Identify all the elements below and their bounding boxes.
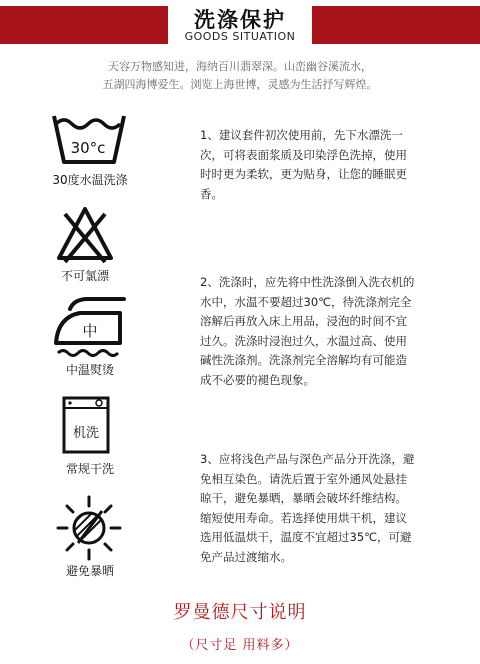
instruction-1-line-3: 时时更为柔软，更为贴身，让您的睡眠更 [200, 167, 407, 181]
wash-label: 30度水温洗涤 [52, 173, 128, 187]
instruction-3-line-6: 免产品过渡缩水。 [200, 549, 292, 564]
no-bleach-label: 不可氯漂 [60, 269, 109, 283]
instruction-1-line-1: 1、建议套件初次使用前，先下水漂洗一 [200, 128, 403, 142]
instruction-3-line-4: 缩短使用寿命。若选择使用烘干机，建议 [200, 510, 407, 525]
instruction-3-line-5: 选用低温烘干，温度不宜超过35℃，可避 [200, 530, 412, 544]
size-guide-title: 罗曼德尺寸说明 [173, 602, 307, 623]
instruction-2-line-1: 2、洗涤时，应先将中性洗涤倒入洗衣机的 [200, 275, 415, 289]
machine-label: 常规干洗 [65, 462, 114, 476]
instruction-2-line-3: 溶解后再放入床上用品，浸泡的时间不宜 [200, 314, 407, 328]
instruction-2-line-6: 成不必要的褪色现象。 [200, 372, 315, 387]
instruction-1-line-4: 香。 [200, 186, 223, 201]
size-guide-subtitle: （尺寸足 用料多） [181, 638, 299, 653]
iron-label: 中温熨烫 [65, 363, 114, 377]
header-bar-right [312, 6, 480, 44]
no-bleach-icon [55, 206, 115, 264]
intro-line-1: 天容万物感知进，海纳百川翡翠深。山峦幽谷溪流水， [108, 60, 372, 73]
iron-icon [50, 295, 130, 359]
instruction-3-line-1: 3、应将浅色产品与深色产品分开洗涤，避 [200, 452, 415, 466]
page-title: 洗涤保护 [194, 8, 286, 32]
instruction-2-line-4: 过久。洗涤时浸泡过久，水温过高、使用 [200, 333, 407, 348]
instruction-3-line-2: 免相互染色。请洗后置于室外通风处悬挂 [200, 471, 407, 486]
instruction-3 [200, 450, 426, 567]
instruction-3-line-3: 晾干，避免暴晒，暴晒会破坏纤维结构。 [200, 491, 407, 505]
sun-icon [56, 495, 122, 561]
iron-temp-text: 中 [82, 322, 98, 340]
instruction-1 [200, 126, 426, 204]
machine-wash-text: 机洗 [72, 426, 100, 441]
page-subtitle: GOODS SITUATION [184, 30, 296, 43]
instruction-2 [200, 273, 426, 390]
instruction-2-line-2: 水中，水温不要超过30℃，待洗涤剂完全 [200, 294, 412, 309]
instruction-2-line-5: 碱性洗涤剂。洗涤剂完全溶解均有可能造 [200, 353, 407, 367]
header-bar-left [0, 6, 168, 44]
wash-tub-icon [50, 110, 130, 170]
washing-machine-icon [62, 396, 110, 454]
intro-line-2: 五湖四海博爱生。浏览上海世博，灵感为生活抒写辉煌。 [102, 78, 378, 91]
wash-temp-text: 30°c [70, 139, 106, 157]
instruction-1-line-2: 次，可将表面浆质及印染浮色洗掉，使用 [200, 147, 407, 162]
sun-label: 避免暴晒 [65, 564, 114, 578]
